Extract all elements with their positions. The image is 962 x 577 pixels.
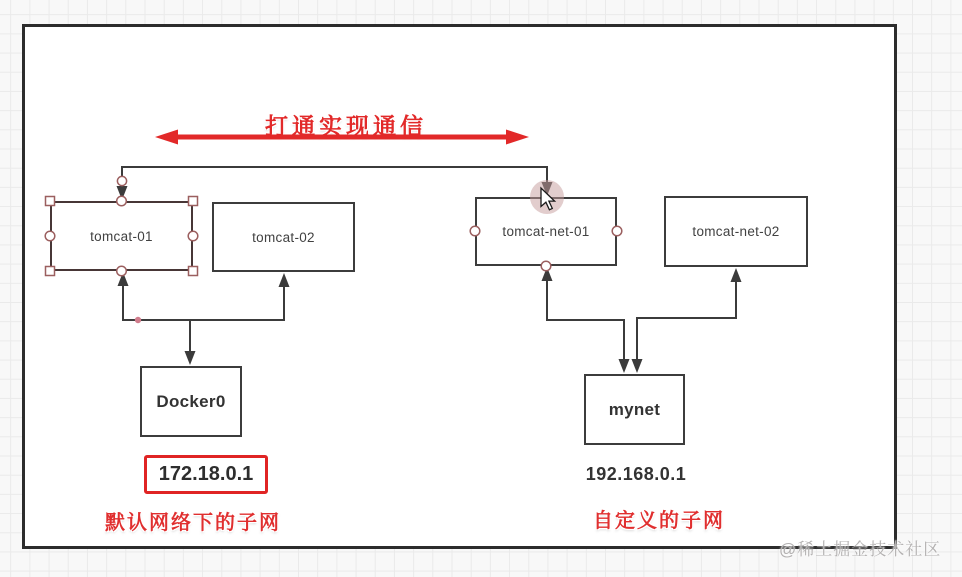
- node-tomcat-01[interactable]: [50, 201, 193, 271]
- default-subnet-caption[interactable]: 默认网络下的子网: [105, 512, 281, 534]
- node-docker0[interactable]: [140, 366, 242, 437]
- node-label: mynet: [608, 399, 661, 419]
- node-label: tomcat-net-02: [692, 224, 780, 239]
- custom-subnet-ip[interactable]: 192.168.0.1: [585, 464, 687, 484]
- node-tomcat-net-01[interactable]: [475, 197, 617, 266]
- node-mynet[interactable]: [584, 374, 685, 445]
- default-subnet-ip: 172.18.0.1: [158, 463, 254, 485]
- node-label: tomcat-01: [90, 228, 153, 244]
- custom-subnet-caption[interactable]: 自定义的子网: [593, 510, 725, 532]
- communication-banner-text[interactable]: 打通实现通信: [265, 113, 427, 139]
- node-label: tomcat-net-01: [502, 224, 590, 239]
- watermark: @稀土掘金技术社区: [779, 540, 942, 559]
- node-tomcat-02[interactable]: [212, 202, 355, 272]
- node-label: Docker0: [156, 391, 226, 411]
- node-tomcat-net-02[interactable]: [664, 196, 808, 267]
- node-label: tomcat-02: [252, 229, 315, 245]
- default-subnet-ip-box[interactable]: [144, 455, 268, 494]
